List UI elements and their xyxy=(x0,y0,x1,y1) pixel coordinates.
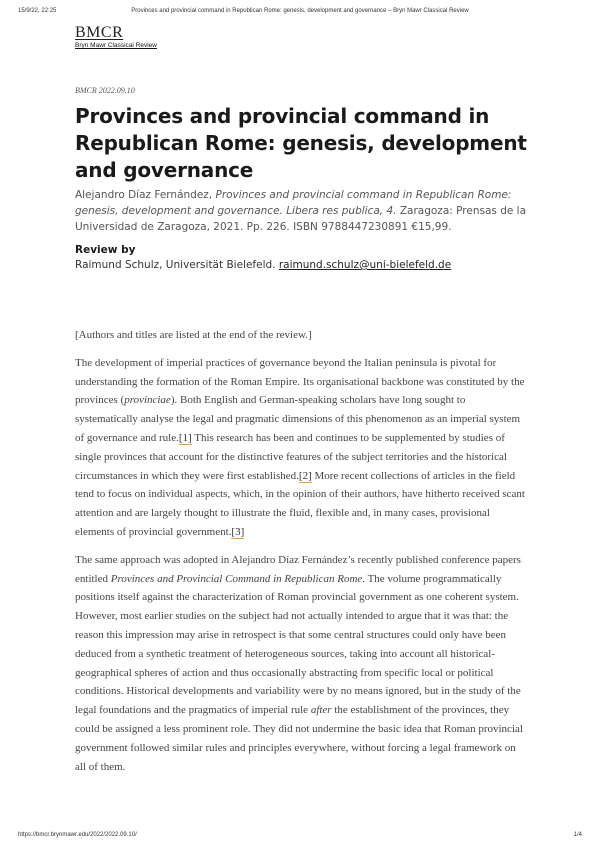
print-footer xyxy=(18,832,582,842)
p1-text-c: This research has been and continues to be supplemented by studies of single provinces that account for the distinctive features of the subject territories and the historical circumstances in which they were first established. xyxy=(75,431,507,482)
p1-text-a: The development of imperial practices of governance beyond the Italian peninsula is pivotal for understanding the formation of the Roman Empire. Its organisational backbone was constituted by the provinces ( xyxy=(75,356,525,407)
reviewer-line xyxy=(75,258,530,273)
print-page-title: Provinces and provincial command in Republican Rome: genesis, development and governance – Bryn Mawr Classical Review xyxy=(131,8,469,14)
p2-text-b: . The volume programmatically positions itself against the characterization of Roman provincial government as one coherent system. However, most earlier studies on the subject had not actually intended to argue that it was that: the reason this impression may arise in retrospect is that some central structures could only have been deduced from a synthetic treatment of heterogeneous sources, taking into account all historical-geographical spheres of action and thus occasionally abstracting from specific local or political conditions. Historical developments and variability were by no means ignored, but in the study of the legal foundations and the pragmatics of imperial rule xyxy=(75,572,521,717)
reviewer-name: Raimund Schulz, Universität Bielefeld. xyxy=(75,259,279,271)
paragraph-2 xyxy=(75,551,525,777)
citation-book-title: Provinces and provincial command in Republican Rome: genesis, development and governance. Libera res publica, 4. xyxy=(75,189,512,217)
page-title: Provinces and provincial command in Republican Rome: genesis, development and governance xyxy=(75,104,527,182)
p1-italic: provinciae xyxy=(124,394,171,407)
print-url: https://bmcr.brynmawr.edu/2022/2022.09.10/ xyxy=(18,832,137,838)
citation-publication: Zaragoza: Prensas de la Universidad de Zaragoza, 2021. Pp. 226. ISBN 9788447230891 €15,99. xyxy=(75,205,527,233)
print-page-count: 1/4 xyxy=(573,832,582,838)
p2-text-a: The same approach was adopted in Alejandro Díaz Fernández’s recently published conference papers entitled xyxy=(75,553,521,585)
reviewer-email-link[interactable]: raimund.schulz@uni-bielefeld.de xyxy=(278,259,452,271)
logo-mark[interactable]: BMCR xyxy=(75,24,124,41)
logo-subtitle-link[interactable]: Bryn Mawr Classical Review xyxy=(75,42,157,49)
p1-text-d: More recent collections of articles in the field tend to focus on individual aspects, which, in the opinion of their authors, have hitherto received scant attention and are largely thought to illustrate the fluid, flexible and, in many cases, provisional elements of provincial government. xyxy=(75,469,525,538)
p2-italic-title: Provinces and Provincial Command in Republican Rome xyxy=(110,572,363,585)
authors-note: [Authors and titles are listed at the end of the review.] xyxy=(75,329,312,341)
footnote-link-2[interactable]: [2] xyxy=(298,469,312,482)
p1-text-b: ). Both English and German-speaking scholars have long sought to systematically analyse the legal and pragmatic dimensions of this phenomenon as an imperial system of governance and rule. xyxy=(75,394,521,444)
citation-author: Alejandro Díaz Fernández, xyxy=(75,189,216,201)
review-body xyxy=(75,326,525,785)
bmcr-id: BMCR 2022.09.10 xyxy=(75,86,135,95)
footnote-link-1[interactable]: [1] xyxy=(178,431,192,444)
site-logo[interactable] xyxy=(75,25,157,49)
footnote-link-3[interactable]: [3] xyxy=(231,525,245,538)
print-header xyxy=(18,8,582,18)
p2-italic-after: after xyxy=(310,704,332,717)
p2-text-c: the establishment of the provinces, they could be assigned a less prominent role. They did not undermine the basic idea that Roman provincial government followed similar rules and principles everywhere, without forcing a legal framework on all of them. xyxy=(75,704,523,773)
article-header xyxy=(75,86,530,273)
review-by-label: Review by xyxy=(75,244,136,256)
paragraph-1 xyxy=(75,354,525,542)
book-citation xyxy=(75,187,530,235)
print-date: 15/9/22, 22:25 xyxy=(18,8,57,14)
